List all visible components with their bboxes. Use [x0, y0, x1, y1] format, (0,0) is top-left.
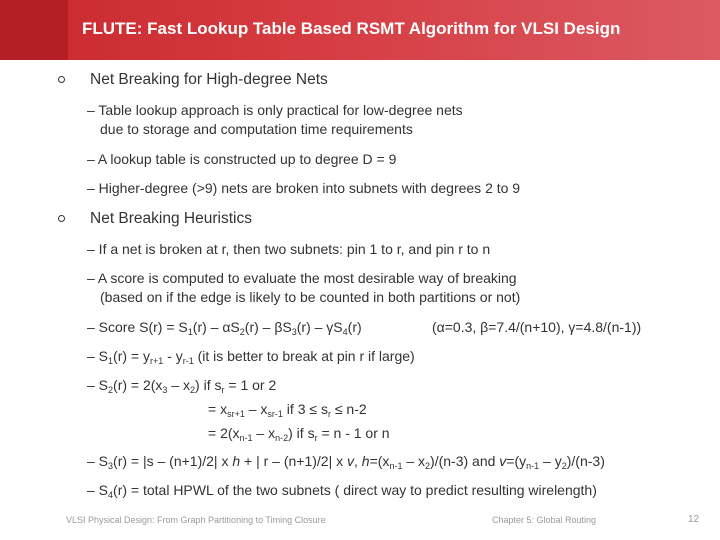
sub-item: – If a net is broken at r, then two subnets: pin 1 to r, and pin r to n — [87, 241, 491, 257]
sub-item: – Higher-degree (>9) nets are broken into subnets with degrees 2 to 9 — [87, 180, 521, 196]
sub-item-continuation: (based on if the edge is likely to be counted in both partitions or not) — [100, 289, 521, 305]
score-formula: – Score $S(r) = S_1(r) - \alpha S_2(r) - \beta S_3(r) - \gamma S_4(r)$ — [87, 319, 362, 337]
page-number: 12 — [688, 514, 700, 525]
s2-formula-case2: = $x_{sr+1} - x_{sr-1}$ if $3 \le s_r \le n-2$ — [208, 401, 367, 419]
sub-item: – Table lookup approach is only practical for low-degree nets — [87, 102, 463, 118]
section-heading: Net Breaking for High-degree Nets — [90, 71, 328, 88]
s2-formula: – $S_2(r) = 2(x_3 - x_2)$ if $s_r = 1$ or 2 — [87, 377, 277, 395]
sub-item-continuation: due to storage and computation time requirements — [100, 121, 413, 137]
slide-title: FLUTE: Fast Lookup Table Based RSMT Algorithm for VLSI Design — [82, 19, 621, 38]
s2-formula-case3: = $2(x_{n-1} - x_{n-2})$ if $s_r = n - 1$ or n — [208, 425, 390, 443]
sub-item: – A lookup table is constructed up to degree D = 9 — [87, 151, 397, 167]
footer-chapter: Chapter 5: Global Routing — [492, 515, 597, 525]
sub-item: – A score is computed to evaluate the most desirable way of breaking — [87, 270, 517, 286]
footer-book-title: VLSI Physical Design: From Graph Partitioning to Timing Closure — [66, 515, 326, 525]
score-parameters: (α=0.3, β=7.4/(n+10), γ=4.8/(n-1)) — [432, 319, 642, 335]
s1-formula: – $S_1(r) = y_{r+1} - y_{r-1}$ (it is better to break at pin r if large) — [87, 348, 415, 366]
s3-formula: – $S_3(r) = |s - (n+1)/2|$ x h + | r – (n+1)/2| x v, $h=(x_{n-1} - x_2)/(n-3)$ and $v=(y_{n-1} - y_2)/(n-3)$ — [87, 453, 605, 471]
section-heading: Net Breaking Heuristics — [90, 210, 252, 227]
bullet-marker — [58, 76, 65, 83]
s4-formula: – $S_4(r)$ = total HPWL of the two subnets ( direct way to predict resulting wirelength) — [87, 482, 597, 500]
bullet-marker — [58, 215, 65, 222]
